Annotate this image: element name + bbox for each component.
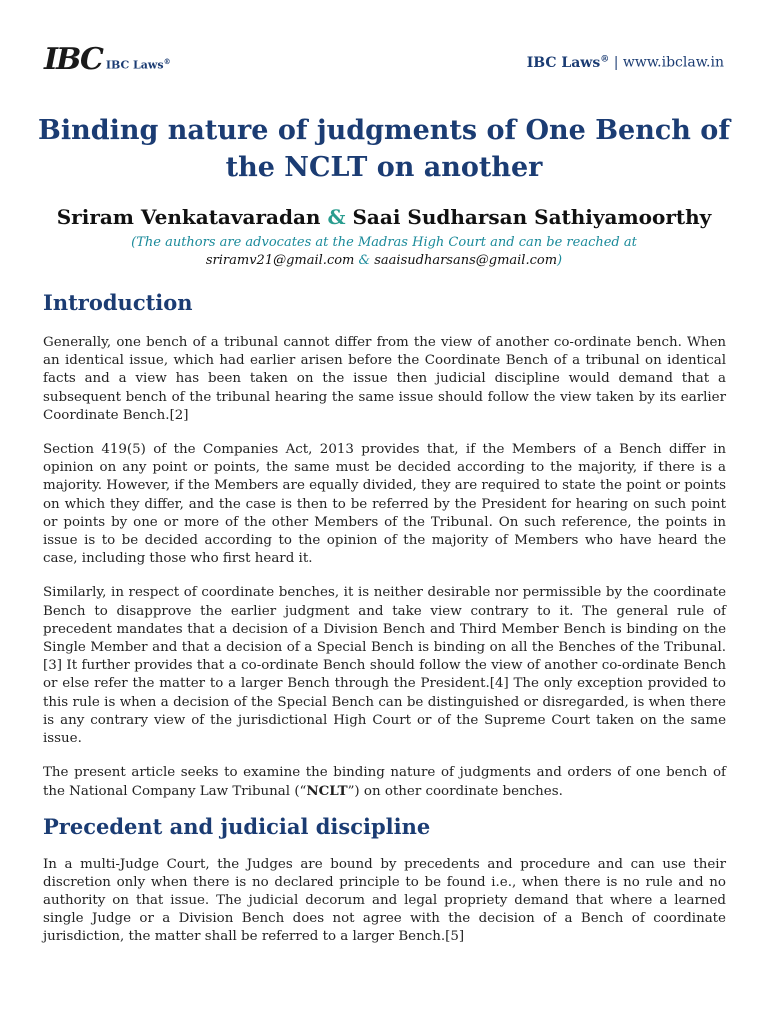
affiliation-note: (The authors are advocates at the Madras High Court and can be reached at [131, 235, 637, 250]
intro-paragraph-3: Similarly, in respect of coordinate benches, it is neither desirable nor permissible by the coordinate Bench to disapprove the earlier judgment and take view contrary to it. The general rule of precedent mandates that a decision of a Division Bench and Third Member Bench is binding on the Single Member and that a decision of a Special Bench is binding on all the Benches of the Tribunal.[3] It further provides that a co-ordinate Bench should follow the view of another co-ordinate Bench or else refer the matter to a larger Bench through the President.[4] The only exception provided to this rule is when a decision of the Special Bench can be distinguished or disregarded, is when there is any contrary view of the jurisdictional High Court or of the Supreme Court taken on the same issue. [43, 585, 726, 747]
logo-mark: IBC [44, 42, 102, 77]
author-affiliation [40, 234, 728, 270]
email-1[interactable]: sriramv21@gmail.com [205, 253, 355, 268]
intro-paragraph-1: Generally, one bench of a tribunal cannot differ from the view of another co-ordinate bench. When an identical issue, which had earlier arisen before the Coordinate Bench of a tribunal on identical facts and a view has been taken on the issue then judicial discipline would demand that a subsequent bench of the tribunal hearing the same issue should follow the view taken by its earlier Coordinate Bench.[2] [43, 335, 726, 423]
email-2[interactable]: saaisudharsans@gmail.com [374, 253, 558, 268]
logo-text: IBC Laws® [105, 56, 171, 72]
section-heading-precedent: Precedent and judicial discipline [43, 813, 431, 839]
author-2: Saai Sudharsan Sathiyamoorthy [352, 205, 712, 229]
nclt-term: NCLT [306, 783, 348, 800]
article-body [43, 286, 726, 947]
intro-paragraph-4: The present article seeks to examine the binding nature of judgments and orders of one bench of the National Company Law Tribunal (“NCLT”) on other coordinate benches. [43, 765, 726, 800]
brand-name: IBC Laws® [526, 54, 610, 71]
author-line [20, 205, 748, 229]
precedent-paragraph-1: In a multi-Judge Court, the Judges are bound by precedents and procedure and can use their discretion only when there is no declared principle to be found i.e., when there is no rule and no authority on that issue. The judicial decorum and legal propriety demand that where a learned single Judge or a Division Bench does not agree with the decision of a Bench of coordinate jurisdiction, the matter shall be referred to a larger Bench.[5] [43, 856, 726, 945]
site-url[interactable]: www.ibclaw.in [622, 54, 724, 71]
affiliation-close: ) [557, 253, 563, 268]
intro-paragraph-2: Section 419(5) of the Companies Act, 2013 provides that, if the Members of a Bench differ in opinion on any point or points, the same must be decided according to the majority, if there is a majority. However, if the Members are equally divided, they are required to state the point or points on which they differ, and the case is then to be referred by the President for hearing on such point or points by one or more of the other Members of the Tribunal. On such reference, the points in issue is to be decided according to the opinion of the majority of Members who have heard the case, including those who first heard it. [43, 442, 726, 567]
separator: | [609, 54, 623, 71]
email-ampersand: & [358, 253, 371, 268]
section-heading-introduction: Introduction [43, 290, 193, 315]
author-1: Sriram Venkatavaradan [56, 205, 321, 229]
author-ampersand: & [327, 205, 346, 229]
ibc-logo [44, 42, 171, 78]
article-title: Binding nature of judgments of One Bench of the NCLT on another [38, 115, 730, 183]
page-header [44, 42, 724, 86]
header-site-info [527, 54, 724, 71]
